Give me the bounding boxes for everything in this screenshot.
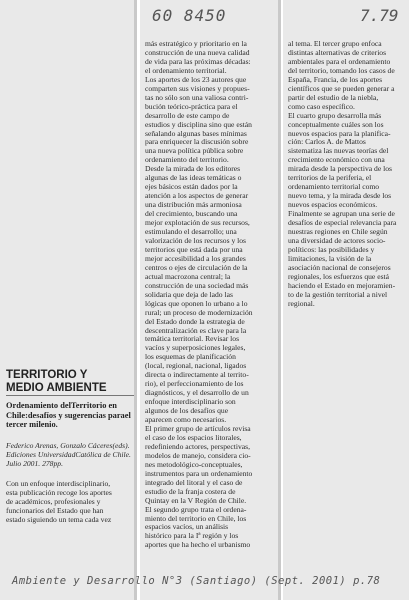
text-line: Los aportes de los 23 autores que — [145, 74, 247, 84]
text-line: to de la gestión territorial a nivel — [288, 289, 388, 299]
text-line: ordenamiento territorial como — [288, 182, 380, 192]
text-line: histórico para la Iª región y los — [145, 531, 239, 541]
text-line: El primer grupo de artículos revisa — [145, 423, 251, 433]
text-line: ejes básicos están dados por la — [145, 182, 238, 192]
section-rule — [6, 395, 134, 396]
text-line: limitaciones, la visión de la — [288, 253, 372, 263]
text-line: miento del territorio en Chile, los — [145, 513, 247, 523]
text-line: estudio de la franja costera de — [145, 486, 236, 496]
text-line: directa o indirectamente al territo- — [145, 370, 249, 380]
text-line: el tercer milenio. — [6, 410, 131, 430]
text-line: partir del estudio de la niebla, — [288, 92, 379, 102]
text-line: ambientales para el ordenamiento — [288, 56, 391, 66]
text-line: una nueva política pública sobre — [145, 146, 244, 156]
text-line: Federico Arenas, Gonzalo Cáceres — [6, 441, 113, 450]
text-line: vacíos y superposiciones legales, — [145, 343, 246, 353]
text-line: diagnósticos, y el desarrollo de un — [145, 388, 249, 398]
text-line: espacios vacíos, un análisis — [145, 522, 229, 532]
text-line: políticos: las posibilidades y — [288, 244, 375, 254]
text-line: algunas de las ideas temáticas o — [145, 173, 242, 183]
text-line: regional. — [288, 298, 315, 308]
text-line: ordenamiento del territorio. — [145, 155, 229, 165]
text-line: El segundo grupo trata el ordena- — [145, 504, 247, 514]
handwritten-page-number: 7.79 — [360, 6, 399, 25]
text-line: funcionarios del Estado que han — [6, 505, 104, 515]
text-line: del crecimiento, buscando una — [145, 209, 238, 219]
text-line: desarrollo de este campo de — [145, 110, 230, 120]
text-line: centros o ejes de circulación de la — [145, 262, 248, 272]
text-line: (eds). Ediciones Universidad — [6, 441, 130, 459]
text-line: mirada desde la perspectiva de los — [288, 164, 392, 174]
text-line: Católica de Chile. Julio 2001. 278 — [6, 449, 131, 468]
text-line: bución teórico-práctica para el — [145, 101, 238, 111]
text-line: desafíos de especial relevancia para — [288, 218, 397, 228]
text-line: Ordenamiento del — [6, 401, 71, 410]
section-title-line: TERRITORIO Y — [6, 369, 88, 381]
text-line: territorios que está dada por una — [145, 244, 243, 254]
text-line: aportes que ha hecho el urbanismo — [145, 540, 251, 550]
text-line: ción: Carlos A. de Mattos — [288, 137, 366, 147]
text-line: científicos que se pueden generar a — [288, 83, 395, 93]
text-line: los esquemas de planificación — [145, 352, 236, 362]
text-line: construcción de una nueva calidad — [145, 47, 250, 57]
text-line: estado siguiendo un tema cada vez — [6, 514, 112, 524]
text-line: El cuarto grupo desarrolla más — [288, 110, 382, 120]
text-line: más estratégico y prioritario en la — [145, 39, 247, 48]
text-line: territorios de la periferia, el — [288, 173, 372, 183]
text-line: valorización de los recursos y los — [145, 235, 247, 245]
text-line: de vida para las próximas décadas: — [145, 56, 251, 66]
article-column-left — [6, 480, 134, 525]
text-line: (local, regional, nacional, ligados — [145, 361, 247, 371]
text-line: pp. — [53, 458, 63, 468]
article-headline — [6, 401, 134, 430]
text-line: sistematiza las nuevas teorías del — [288, 146, 389, 156]
text-line: estimulando el desarrollo; una — [145, 227, 237, 237]
text-line: del Estado donde la estrategia de — [145, 316, 245, 326]
text-line: señalando algunas bases mínimas — [145, 128, 247, 138]
text-line: atención a los aspectos de generar — [145, 191, 249, 201]
text-line: descentralización es clave para la — [145, 325, 247, 335]
text-line: mejor explotación de sus recursos, — [145, 218, 250, 228]
text-line: rio), el perfeccionamiento de los — [145, 379, 244, 389]
text-line: modelos de manejo, considera cio- — [145, 450, 251, 460]
section-title — [6, 369, 134, 394]
text-line: redefiniendo actores, perspectivas, — [145, 441, 250, 451]
text-line: integrado del litoral y el caso de — [145, 477, 243, 487]
text-line: como caso específico. — [288, 101, 355, 111]
text-line: aparecen como necesarios. — [145, 415, 227, 425]
text-line: una diversidad de actores socio- — [288, 235, 386, 245]
text-line: esta publicación recoge los aportes — [6, 487, 112, 497]
text-line: nuevo tema, y la mirada desde los — [288, 191, 392, 201]
text-line: solidaria que deja de lado las — [145, 289, 233, 299]
text-line: Quintay en la V Región de Chile. — [145, 495, 247, 505]
text-line: comparten sus visiones y propues- — [145, 83, 250, 93]
text-line: asociación nacional de consejeros — [288, 262, 391, 272]
text-line: mejor accesibilidad a los grandes — [145, 253, 246, 263]
text-line: el caso de los espacios litorales, — [145, 432, 242, 442]
text-line: España, Francia, de los aportes — [288, 74, 383, 84]
text-line: construcción de una sociedad más — [145, 280, 249, 290]
text-line: el ordenamiento territorial. — [145, 65, 227, 75]
text-line: actual macrozona central; la — [145, 271, 231, 281]
article-column-right — [288, 40, 409, 309]
text-line: nuestras regiones en Chile según — [288, 227, 388, 237]
text-line: regionales, los esfuerzos que está — [288, 271, 390, 281]
text-line: lógicas que oponen lo urbano a lo — [145, 298, 248, 308]
article-column-middle — [145, 40, 279, 550]
text-line: tas no sólo son una valiosa contri- — [145, 92, 249, 102]
text-line: haciendo el Estado en mejoramien- — [288, 280, 396, 290]
text-line: Finalmente se agrupan una serie de — [288, 209, 395, 219]
text-line: rural; un proceso de modernización — [145, 307, 253, 317]
text-line: instrumentos para un ordenamiento — [145, 468, 253, 478]
strip-divider — [134, 0, 137, 600]
text-line: de académicos, profesionales y — [6, 496, 101, 506]
section-title-line: MEDIO AMBIENTE — [6, 381, 107, 394]
text-line: Territorio en Chile: — [6, 401, 117, 420]
handwritten-source-note: Ambiente y Desarrollo N°3 (Santiago) (Sept. 2001) p.78 — [12, 575, 381, 587]
text-line: distintas alternativas de criterios — [288, 47, 387, 57]
text-line: nes metodológico-conceptuales, — [145, 459, 243, 469]
text-line: enfoque interdisciplinario son — [145, 397, 236, 407]
text-line: nuevos espacios para la planifica- — [288, 128, 391, 138]
text-line: desafíos y sugerencias para — [27, 410, 125, 420]
text-line: crecimiento económico con una — [288, 155, 385, 165]
text-line: Con un enfoque interdisciplinario, — [6, 479, 111, 488]
handwritten-archive-code: 60 8450 — [152, 6, 227, 25]
text-line: conceptualmente cuáles son los — [288, 119, 384, 129]
text-line: al tema. El tercer grupo enfoca — [288, 39, 382, 48]
text-line: Desde la mirada de los editores — [145, 164, 241, 174]
text-line: para enriquecer la discusión sobre — [145, 137, 249, 147]
book-metadata — [6, 442, 134, 469]
text-line: algunos de los desafíos que — [145, 406, 229, 416]
text-line: nuevos espacios económicos. — [288, 200, 378, 210]
text-line: del territorio, tomando los casos de — [288, 65, 395, 75]
text-line: una distribución más armoniosa — [145, 200, 242, 210]
text-line: temática territorial. Revisar los — [145, 334, 240, 344]
text-line: estudios y disciplina sino que están — [145, 119, 252, 129]
